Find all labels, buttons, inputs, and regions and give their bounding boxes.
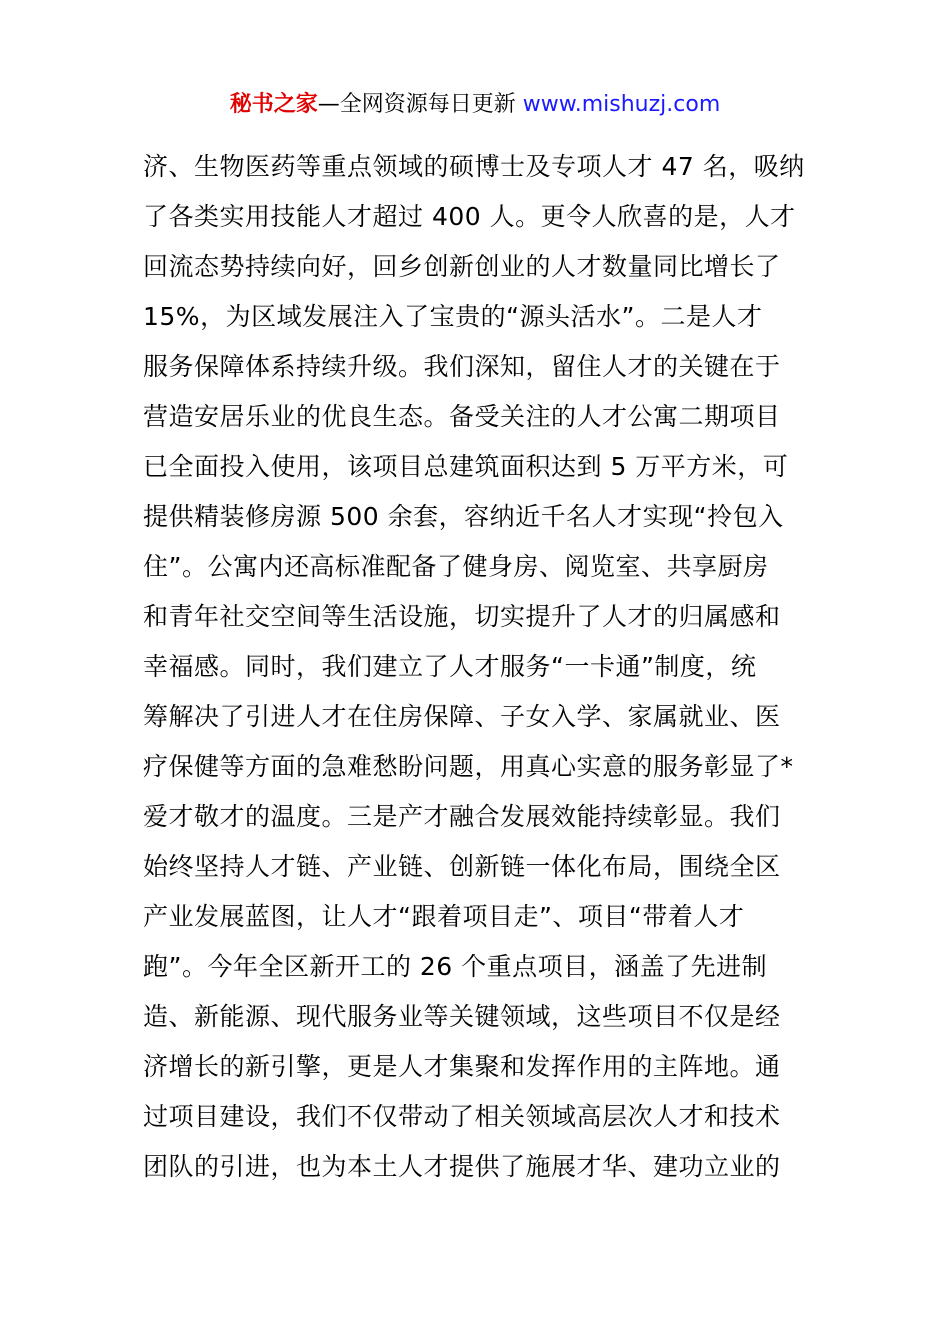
header-tagline: —全网资源每日更新 (317, 92, 523, 117)
body-line: 和青年社交空间等生活设施，切实提升了人才的归属感和 (143, 602, 781, 631)
body-line: 济增长的新引擎，更是人才集聚和发挥作用的主阵地。通 (143, 1052, 781, 1081)
body-line: 已全面投入使用，该项目总建筑面积达到 5 万平方米，可 (143, 452, 789, 481)
document-body (143, 147, 813, 1197)
body-line: 跑”。今年全区新开工的 26 个重点项目，涵盖了先进制 (143, 952, 768, 981)
body-line: 过项目建设，我们不仅带动了相关领域高层次人才和技术 (143, 1102, 781, 1131)
body-line: 济、生物医药等重点领域的硕博士及专项人才 47 名，吸纳 (143, 152, 805, 181)
page-header (0, 88, 950, 122)
body-line: 产业发展蓝图，让人才“跟着项目走”、项目“带着人才 (143, 902, 745, 931)
body-line: 营造安居乐业的优良生态。备受关注的人才公寓二期项目 (143, 402, 781, 431)
body-line: 回流态势持续向好，回乡创新创业的人才数量同比增长了 (143, 252, 781, 281)
site-url-link[interactable]: www.mishuzj.com (522, 92, 721, 117)
body-line: 了各类实用技能人才超过 400 人。更令人欣喜的是，人才 (143, 202, 796, 231)
body-line: 服务保障体系持续升级。我们深知，留住人才的关键在于 (143, 352, 781, 381)
body-line: 幸福感。同时，我们建立了人才服务“一卡通”制度，统 (143, 652, 757, 681)
site-brand: 秘书之家 (229, 92, 318, 117)
body-line: 始终坚持人才链、产业链、创新链一体化布局，围绕全区 (143, 852, 781, 881)
body-line: 15%，为区域发展注入了宝贵的“源头活水”。二是人才 (143, 302, 763, 331)
body-line: 提供精装修房源 500 余套，容纳近千名人才实现“拎包入 (143, 502, 784, 531)
body-line: 筹解决了引进人才在住房保障、子女入学、家属就业、医 (143, 702, 781, 731)
body-line: 住”。公寓内还高标准配备了健身房、阅览室、共享厨房 (143, 552, 769, 581)
body-line: 爱才敬才的温度。三是产才融合发展效能持续彰显。我们 (143, 802, 781, 831)
body-line: 团队的引进，也为本土人才提供了施展才华、建功立业的 (143, 1152, 781, 1181)
body-line: 造、新能源、现代服务业等关键领域，这些项目不仅是经 (143, 1002, 781, 1031)
body-line: 疗保健等方面的急难愁盼问题，用真心实意的服务彰显了* (143, 752, 794, 781)
